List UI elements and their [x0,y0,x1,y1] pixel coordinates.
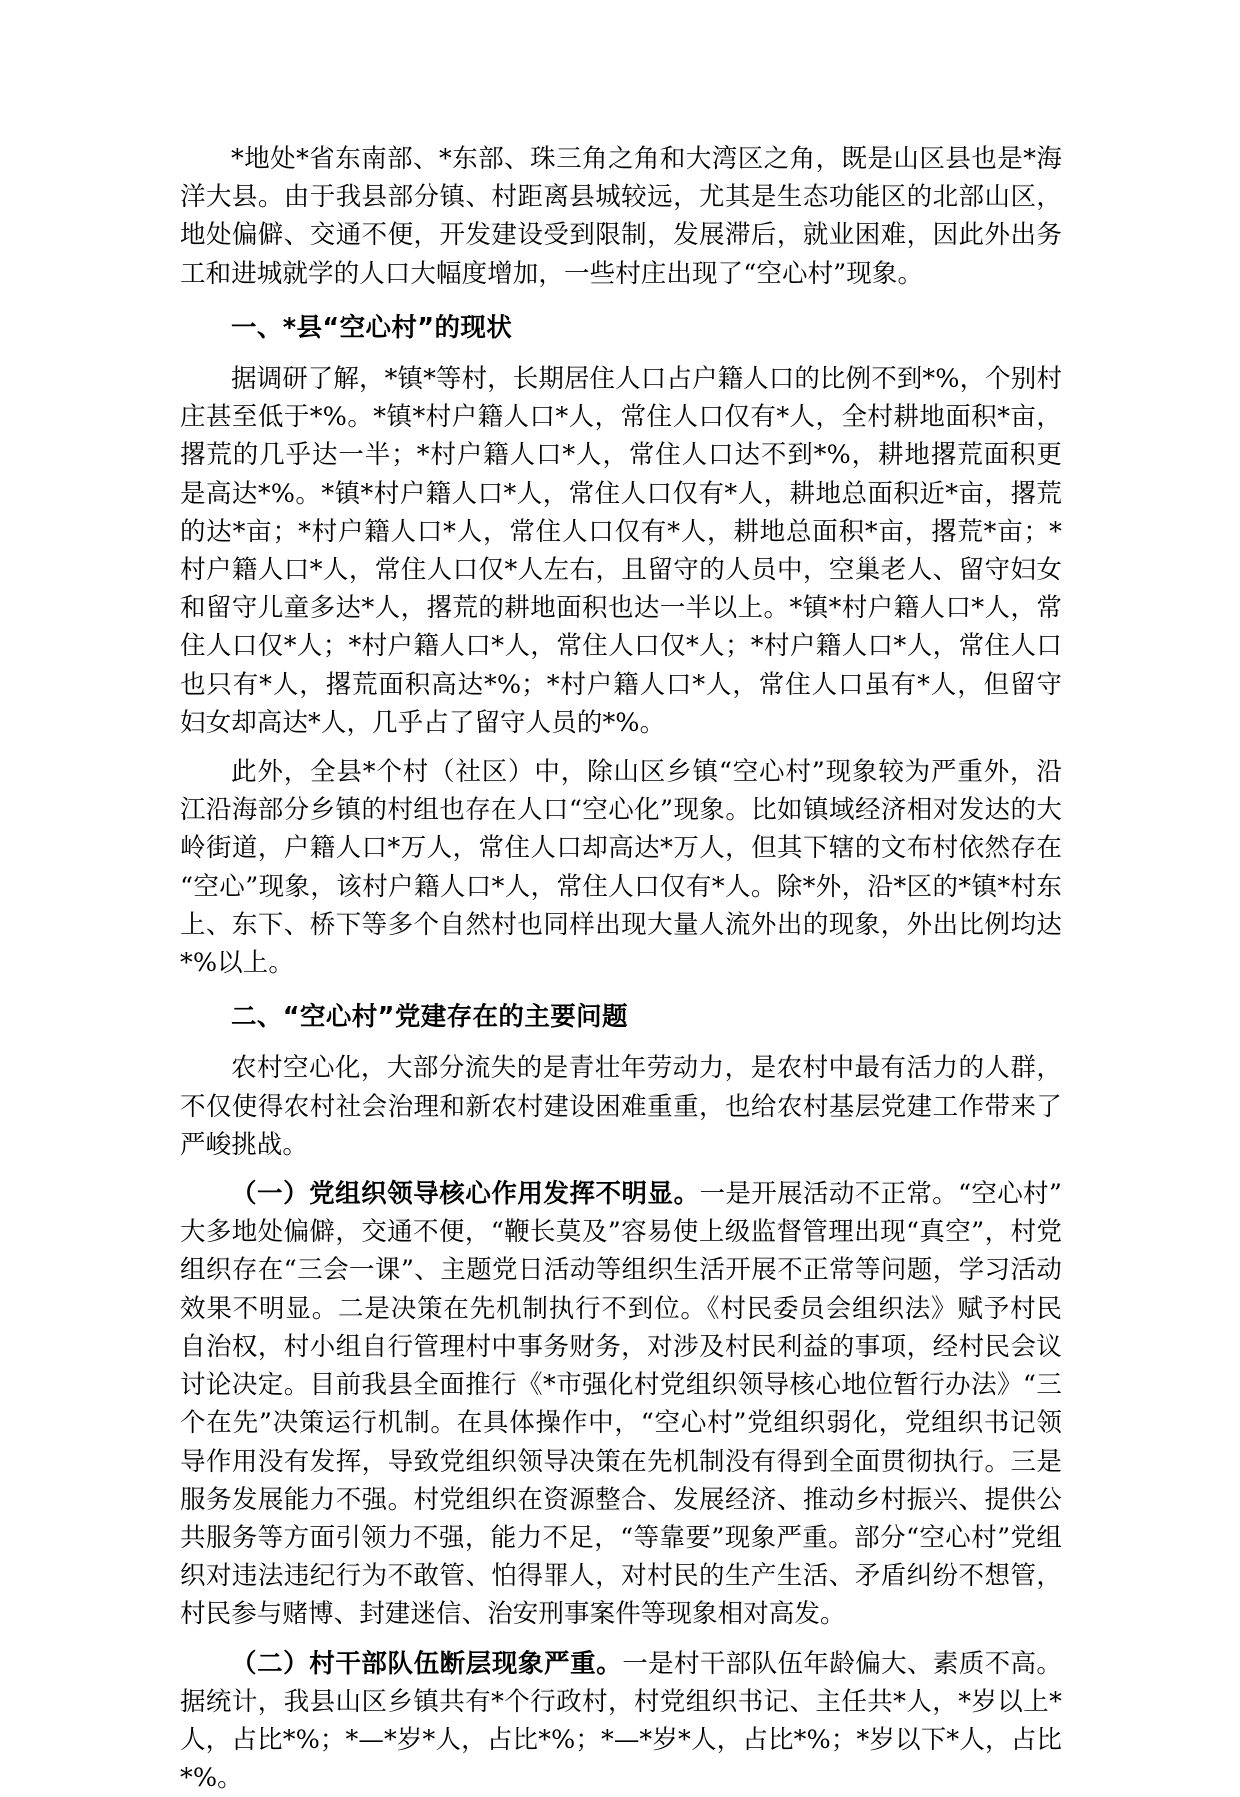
problem-two-text: 一是村干部队伍年龄偏大、素质不高。据统计，我县山区乡镇共有*个行政村，村党组织书记、主任共*人，*岁以上*人，占比*%；*—*岁*人，占比*%；*—*岁*人，占比*%；*岁以下*人，占比*%。 [180,1648,1062,1794]
problems-intro-paragraph: 农村空心化，大部分流失的是青壮年劳动力，是农村中最有活力的人群，不仅使得农村社会治理和新农村建设困难重重，也给农村基层党建工作带来了严峻挑战。 [180,1053,1062,1160]
heading-section-one: 一、*县“空心村”的现状 [231,312,513,343]
intro-paragraph: *地处*省东南部、*东部、珠三角之角和大湾区之角，既是山区县也是*海洋大县。由于我县部分镇、村距离县城较远，尤其是生态功能区的北部山区，地处偏僻、交通不便，开发建设受到限制，发展滞后，就业困难，因此外出务工和进城就学的人口大幅度增加，一些村庄出现了“空心村”现象。 [180,144,1062,289]
status-additional-paragraph: 此外，全县*个村（社区）中，除山区乡镇“空心村”现象较为严重外，沿江沿海部分乡镇的村组也存在人口“空心化”现象。比如镇域经济相对发达的大岭街道，户籍人口*万人，常住人口却高达*万人，但其下辖的文布村依然存在“空心”现象，该村户籍人口*人，常住人口仅有*人。除*外，沿*区的*镇*村东上、东下、桥下等多个自然村也同样出现大量人流外出的现象，外出比例均达*%以上。 [180,757,1062,979]
problem-one-lead: （一）党组织领导核心作用发挥不明显。 [231,1179,700,1210]
problem-one-paragraph [180,1175,1062,1633]
status-survey-paragraph: 据调研了解，*镇*等村，长期居住人口占户籍人口的比例不到*%，个别村庄甚至低于*%。*镇*村户籍人口*人，常住人口仅有*人，全村耕地面积*亩，撂荒的几乎达一半；*村户籍人口*人，常住人口达不到*%，耕地撂荒面积更是高达*%。*镇*村户籍人口*人，常住人口仅有*人，耕地总面积近*亩，撂荒的达*亩；*村户籍人口*人，常住人口仅有*人，耕地总面积*亩，撂荒*亩；*村户籍人口*人，常住人口仅*人左右，且留守的人员中，空巢老人、留守妇女和留守儿童多达*人，撂荒的耕地面积也达一半以上。*镇*村户籍人口*人，常住人口仅*人；*村户籍人口*人，常住人口仅*人；*村户籍人口*人，常住人口也只有*人，撂荒面积高达*%；*村户籍人口*人，常住人口虽有*人，但留守妇女却高达*人，几乎占了留守人员的*%。 [180,364,1062,738]
problem-one-text: 一是开展活动不正常。“空心村”大多地处偏僻，交通不便，“鞭长莫及”容易使上级监督管理出现“真空”，村党组织存在“三会一课”、主题党日活动等组织生活开展不正常等问题，学习活动效果不明显。二是决策在先机制执行不到位。《村民委员会组织法》赋予村民自治权，村小组自行管理村中事务财务，对涉及村民利益的事项，经村民会议讨论决定。目前我县全面推行《*市强化村党组织领导核心地位暂行办法》“三个在先”决策运行机制。在具体操作中，“空心村”党组织弱化，党组织书记领导作用没有发挥，导致党组织领导决策在先机制没有得到全面贯彻执行。三是服务发展能力不强。村党组织在资源整合、发展经济、推动乡村振兴、提供公共服务等方面引领力不强，能力不足，“等靠要”现象严重。部分“空心村”党组织对违法违纪行为不敢管、怕得罪人，对村民的生产生活、矛盾纠纷不想管，村民参与赌博、封建迷信、治安刑事案件等现象相对高发。 [180,1179,1063,1630]
heading-section-two: 二、“空心村”党建存在的主要问题 [231,1002,628,1033]
problem-two-lead: （二）村干部队伍断层现象严重。 [231,1648,623,1679]
problem-two-paragraph [180,1645,1062,1797]
document-body [180,140,1062,1797]
